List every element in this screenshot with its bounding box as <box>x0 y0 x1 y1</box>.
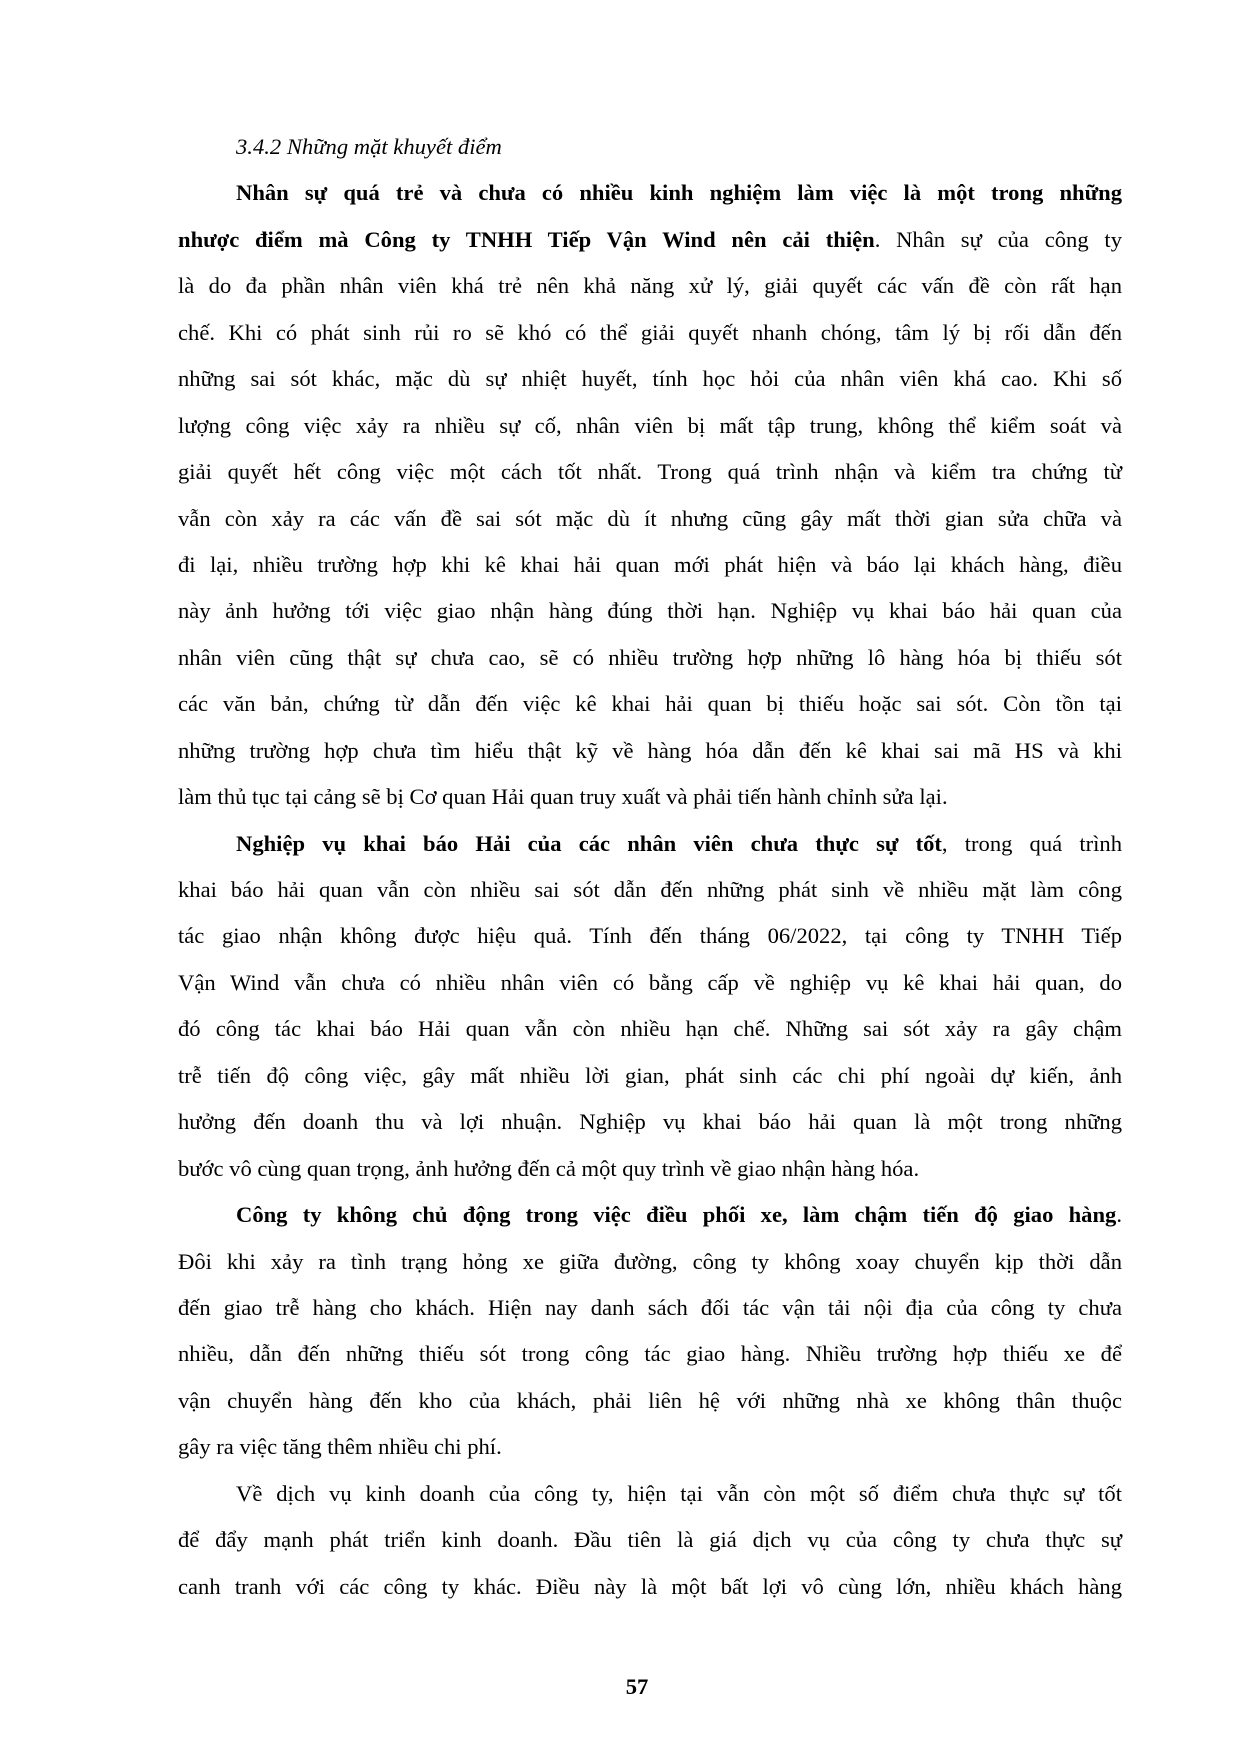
text-line: vận chuyển hàng đến kho của khách, phải liên hệ với những nhà xe không thân thuộc <box>178 1387 1122 1413</box>
text-line: tác giao nhận không được hiệu quả. Tính đến tháng 06/2022, tại công ty TNHH Tiếp <box>178 923 1122 949</box>
bold-phrase: Nhân sự quá trẻ và chưa có nhiều kinh nghiệm làm việc là một trong những <box>236 180 1122 206</box>
text-line: để đẩy mạnh phát triển kinh doanh. Đầu tiên là giá dịch vụ của công ty chưa thực sự <box>178 1527 1122 1553</box>
line-text: . <box>1116 1202 1122 1228</box>
text-line: Đôi khi xảy ra tình trạng hỏng xe giữa đường, công ty không xoay chuyển kịp thời dẫn <box>178 1248 1122 1274</box>
text-line <box>178 821 1122 867</box>
text-line: đi lại, nhiều trường hợp khi kê khai hải quan mới phát hiện và báo lại khách hàng, điều <box>178 551 1122 577</box>
section-heading: 3.4.2 Những mặt khuyết điểm <box>236 134 502 159</box>
text-line: này ảnh hưởng tới việc giao nhận hàng đúng thời hạn. Nghiệp vụ khai báo hải quan của <box>178 598 1122 624</box>
text-line <box>178 1192 1122 1238</box>
line-text: , trong quá trình <box>941 830 1122 856</box>
paragraph-business-services <box>178 1471 1122 1610</box>
text-line <box>178 170 1122 216</box>
text-line: những trường hợp chưa tìm hiểu thật kỹ về hàng hóa dẫn đến kê khai sai mã HS và khi <box>178 737 1122 763</box>
text-line: trễ tiến độ công việc, gây mất nhiều lời gian, phát sinh các chi phí ngoài dự kiến, ảnh <box>178 1062 1122 1088</box>
text-line: lượng công việc xảy ra nhiều sự cố, nhân viên bị mất tập trung, không thể kiểm soát và <box>178 412 1122 438</box>
text-line: vẫn còn xảy ra các vấn đề sai sót mặc dù ít nhưng cũng gây mất thời gian sửa chữa và <box>178 505 1122 531</box>
text-line: là do đa phần nhân viên khá trẻ nên khả năng xử lý, giải quyết các vấn đề còn rất hạn <box>178 273 1122 299</box>
text-line: giải quyết hết công việc một cách tốt nhất. Trong quá trình nhận và kiểm tra chứng từ <box>178 459 1122 485</box>
text-line: các văn bản, chứng từ dẫn đến việc kê khai hải quan bị thiếu hoặc sai sót. Còn tồn tại <box>178 691 1122 717</box>
text-line: bước vô cùng quan trọng, ảnh hưởng đến cả một quy trình về giao nhận hàng hóa. <box>178 1155 920 1181</box>
paragraph-customs-declaration <box>178 821 1122 1193</box>
text-line: nhiều, dẫn đến những thiếu sót trong công tác giao hàng. Nhiều trường hợp thiếu xe để <box>178 1341 1122 1367</box>
text-line: đến giao trễ hàng cho khách. Hiện nay danh sách đối tác vận tải nội địa của công ty chưa <box>178 1294 1122 1320</box>
text-line: canh tranh với các công ty khác. Điều này là một bất lợi vô cùng lớn, nhiều khách hàng <box>178 1573 1122 1599</box>
text-line: gây ra việc tăng thêm nhiều chi phí. <box>178 1434 502 1460</box>
text-line: chế. Khi có phát sinh rủi ro sẽ khó có thể giải quyết nhanh chóng, tâm lý bị rối dẫn đến <box>178 319 1122 345</box>
text-line: nhân viên cũng thật sự chưa cao, sẽ có nhiều trường hợp những lô hàng hóa bị thiếu sót <box>178 644 1122 670</box>
line-text: . Nhân sự của công ty <box>874 226 1122 252</box>
text-line: Vận Wind vẫn chưa có nhiều nhân viên có bằng cấp về nghiệp vụ kê khai hải quan, do <box>178 969 1122 995</box>
text-line: những sai sót khác, mặc dù sự nhiệt huyết, tính học hỏi của nhân viên khá cao. Khi số <box>178 366 1122 392</box>
page-number: 57 <box>625 1674 649 1699</box>
paragraph-staff-weakness <box>178 170 1122 820</box>
bold-phrase: Công ty không chủ động trong việc điều phối xe, làm chậm tiến độ giao hàng <box>236 1202 1117 1228</box>
text-line: làm thủ tục tại cảng sẽ bị Cơ quan Hải quan truy xuất và phải tiến hành chỉnh sửa lại. <box>178 784 948 810</box>
text-line: Về dịch vụ kinh doanh của công ty, hiện tại vẫn còn một số điểm chưa thực sự tốt <box>236 1480 1122 1506</box>
paragraph-vehicle-dispatch <box>178 1192 1122 1471</box>
body-text <box>178 124 1122 1610</box>
text-line: hưởng đến doanh thu và lợi nhuận. Nghiệp vụ khai báo hải quan là một trong những <box>178 1109 1122 1135</box>
text-line <box>178 217 1122 263</box>
bold-phrase: nhược điểm mà Công ty TNHH Tiếp Vận Wind nên cải thiện <box>178 226 875 252</box>
bold-phrase: Nghiệp vụ khai báo Hải của các nhân viên chưa thực sự tốt <box>236 830 942 856</box>
text-line: đó công tác khai báo Hải quan vẫn còn nhiều hạn chế. Những sai sót xảy ra gây chậm <box>178 1016 1122 1042</box>
text-line: khai báo hải quan vẫn còn nhiều sai sót dẫn đến những phát sinh về nhiều mặt làm công <box>178 877 1122 902</box>
